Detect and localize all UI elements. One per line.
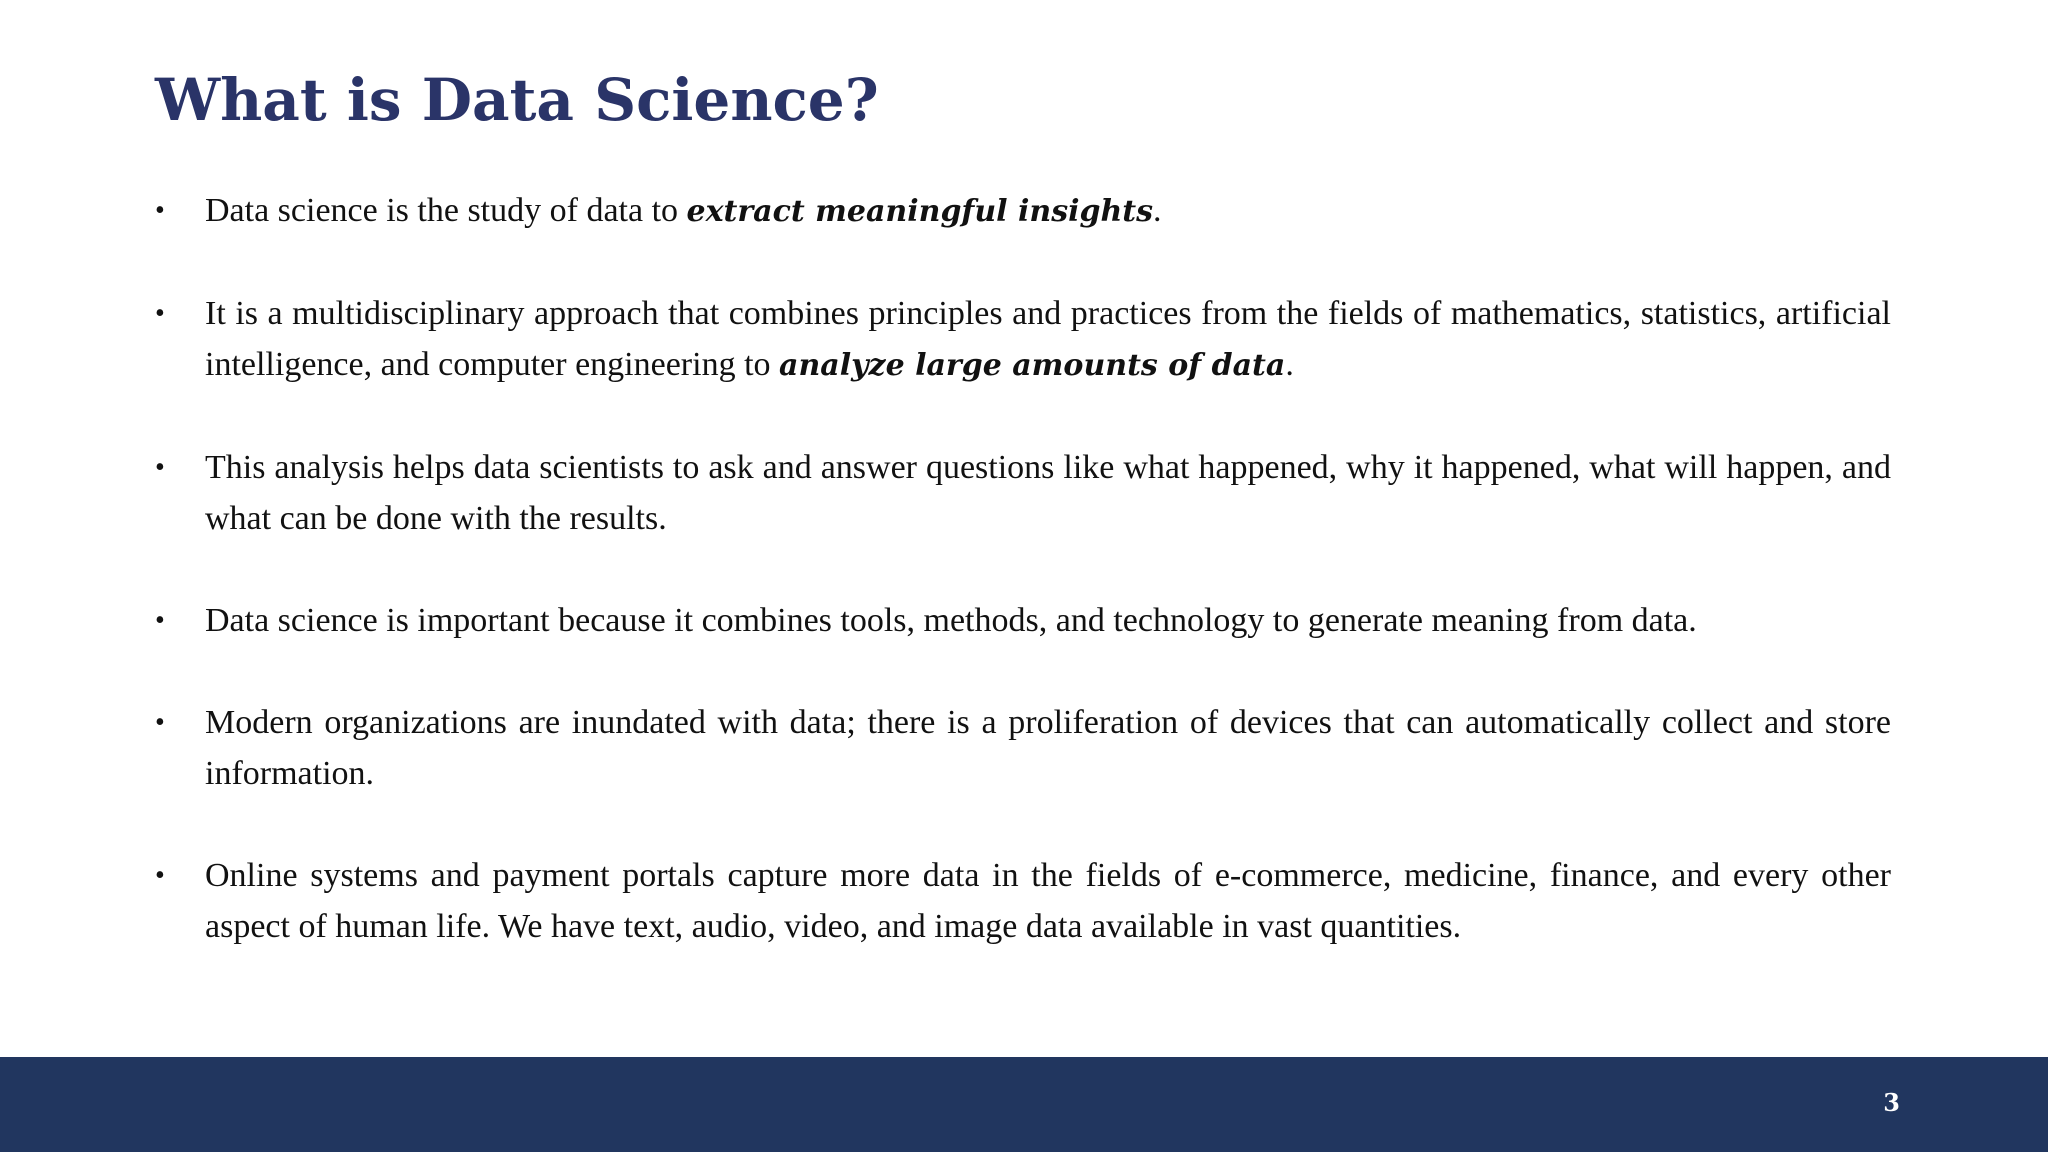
bullet-item	[155, 697, 1891, 799]
bullet-list	[155, 185, 1891, 1003]
bullet-glyph: •	[155, 298, 165, 329]
bullet-item	[155, 288, 1891, 391]
bullet-text: Online systems and payment portals capture more data in the fields of e-commerce, medicine, finance, and every other aspect of human life. We have text, audio, video, and image data available in vast quantities.	[205, 857, 1891, 945]
bullet-text-end: .	[1285, 346, 1294, 383]
page-number: 3	[1883, 1088, 1900, 1117]
footer-bar	[0, 1057, 2048, 1152]
bullet-glyph: •	[155, 860, 165, 891]
slide-title: What is Data Science?	[155, 66, 879, 134]
bullet-item	[155, 850, 1891, 952]
bullet-item	[155, 442, 1891, 544]
bullet-item	[155, 595, 1891, 646]
bullet-text-end: .	[1153, 192, 1162, 229]
bullet-text: It is a multidisciplinary approach that combines principles and practices from the fields of mathematics, statistics, artificial intelligence, and computer engineering to	[205, 295, 1891, 383]
bullet-text: Data science is the study of data to	[205, 192, 687, 229]
bullet-glyph: •	[155, 605, 165, 636]
bullet-glyph: •	[155, 195, 165, 226]
bullet-text: Data science is important because it combines tools, methods, and technology to generate meaning from data.	[205, 602, 1697, 639]
bullet-glyph: •	[155, 452, 165, 483]
bullet-item	[155, 185, 1891, 237]
bullet-text: This analysis helps data scientists to ask and answer questions like what happened, why it happened, what will happen, and what can be done with the results.	[205, 449, 1891, 537]
bullet-text: Modern organizations are inundated with data; there is a proliferation of devices that can automatically collect and store information.	[205, 704, 1891, 792]
bullet-emphasis: analyze large amounts of data	[779, 348, 1286, 383]
bullet-glyph: •	[155, 707, 165, 738]
bullet-emphasis: extract meaningful insights	[686, 194, 1154, 229]
